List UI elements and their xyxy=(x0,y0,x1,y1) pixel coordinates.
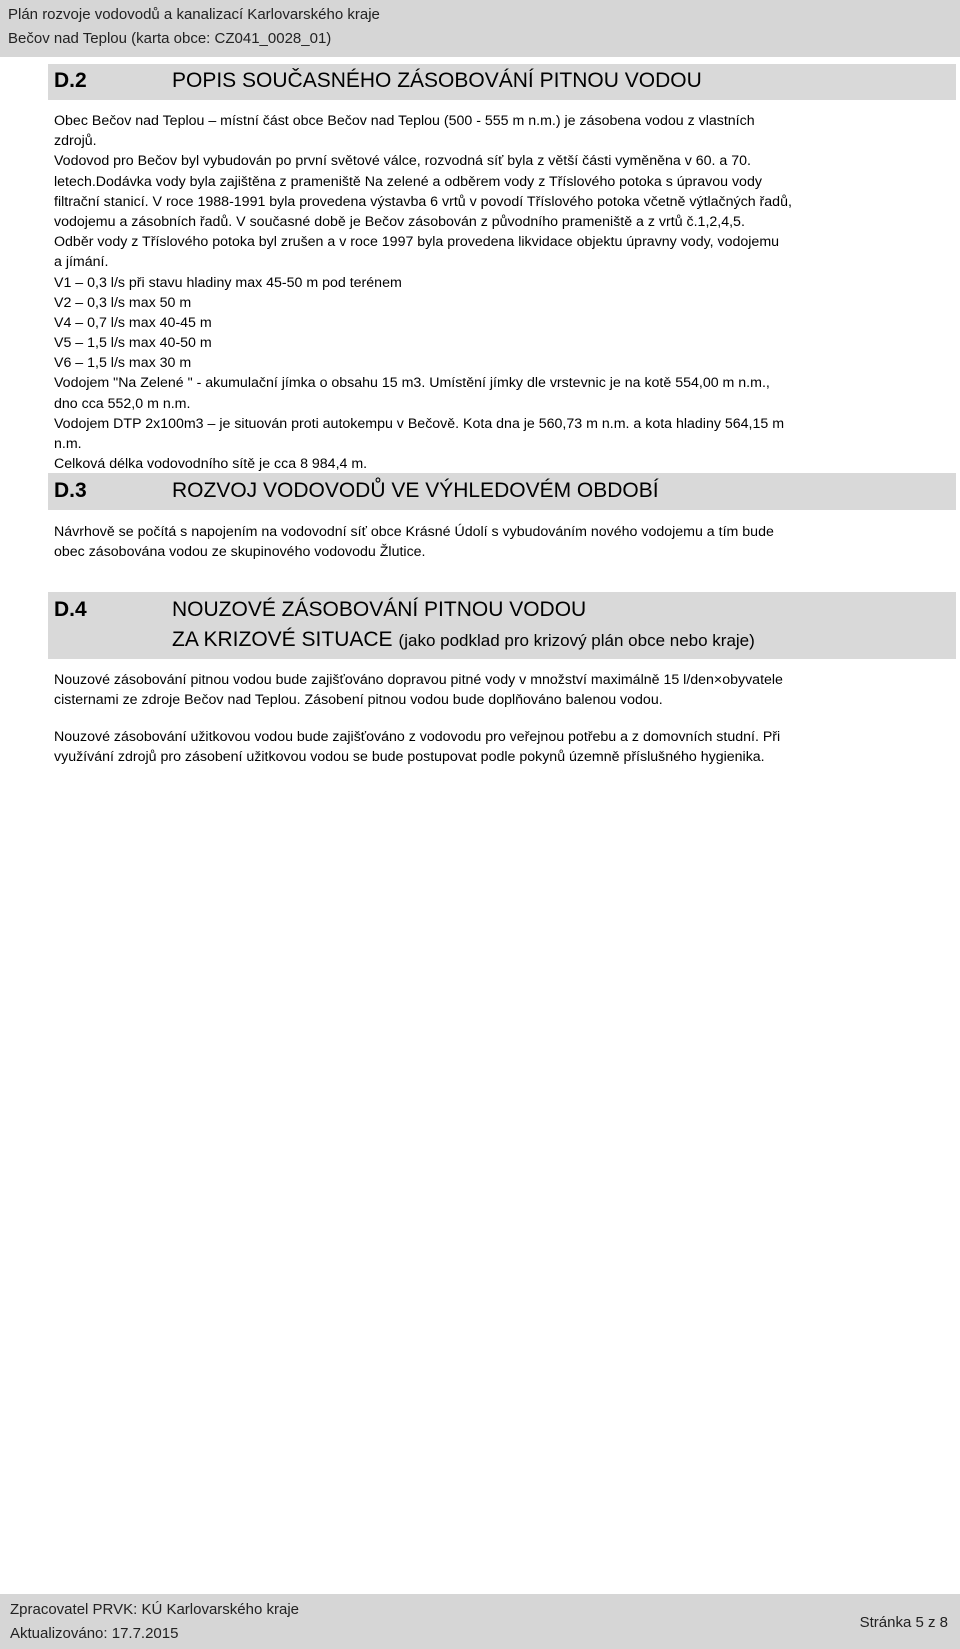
text-line: V2 – 0,3 l/s max 50 m xyxy=(54,294,192,311)
page-header xyxy=(0,0,960,57)
text-line: Celková délka vodovodního sítě je cca 8 984,4 m. xyxy=(54,456,368,473)
header-plan-title: Plán rozvoje vodovodů a kanalizací Karlovarského kraje xyxy=(8,6,380,23)
text-line: Vodovod pro Bečov byl vybudován po první světové válce, rozvodná síť byla z větší části vyměněna v 60. a 70. xyxy=(54,153,751,170)
section-d3-title: ROZVOJ VODOVODŮ VE VÝHLEDOVÉM OBDOBÍ xyxy=(172,479,659,502)
text-line: n.m. xyxy=(54,436,82,452)
footer-updated-date: Aktualizováno: 17.7.2015 xyxy=(10,1625,179,1642)
text-line: Nouzové zásobování pitnou vodou bude zajišťováno dopravou pitné vody v množství maximálně 15 l/den×obyvatele xyxy=(54,672,783,688)
section-d3-number: D.3 xyxy=(54,479,87,502)
text-line: využívání zdrojů pro zásobení užitkovou vodou se bude postupovat podle pokynů územně příslušného hygienika. xyxy=(54,749,765,766)
section-d4-paragraph-2 xyxy=(54,727,950,767)
section-d2-body xyxy=(54,111,950,474)
text-line: Obec Bečov nad Teplou – místní část obce Bečov nad Teplou (500 - 555 m n.m.) je zásobena vodou z vlastních xyxy=(54,113,755,129)
section-d2-title: POPIS SOUČASNÉHO ZÁSOBOVÁNÍ PITNOU VODOU xyxy=(172,69,702,92)
text-line: vodojemu a zásobních řadů. V současné době je Bečov zásobován z původního prameniště a z vrtů č.1,2,4,5. xyxy=(54,213,745,230)
text-line: Vodojem DTP 2x100m3 – je situován proti autokempu v Bečově. Kota dna je 560,73 m n.m. a kota hladiny 564,15 m xyxy=(54,415,785,432)
page-footer xyxy=(0,1594,960,1649)
footer-page-number: Stránka 5 z 8 xyxy=(859,1614,948,1631)
section-d4-paragraph-1 xyxy=(54,670,950,710)
section-d4-title-crisis: ZA KRIZOVÉ SITUACE xyxy=(172,628,393,651)
section-d3-body xyxy=(54,522,950,562)
footer-processor: Zpracovatel PRVK: KÚ Karlovarského kraje xyxy=(10,1601,300,1618)
text-line: dno cca 552,0 m n.m. xyxy=(54,395,191,412)
text-line: zdrojů. xyxy=(54,133,97,150)
text-line: a jímání. xyxy=(54,254,109,271)
text-line: V4 – 0,7 l/s max 40-45 m xyxy=(54,314,212,331)
text-line: Odběr vody z Tříslového potoka byl zrušen a v roce 1997 byla provedena likvidace objektu úpravny vody, vodojemu xyxy=(54,234,780,251)
text-line: V5 – 1,5 l/s max 40-50 m xyxy=(54,335,212,352)
text-line: obec zásobována vodou ze skupinového vodovodu Žlutice. xyxy=(54,544,426,561)
section-d4-title-line1: NOUZOVÉ ZÁSOBOVÁNÍ PITNOU VODOU xyxy=(172,598,587,621)
text-line: Vodojem "Na Zelené " - akumulační jímka o obsahu 15 m3. Umístění jímky dle vrstevnic je na kotě 554,00 m n.m., xyxy=(54,375,770,392)
header-municipality-card: Bečov nad Teplou (karta obce: CZ041_0028_01) xyxy=(8,30,332,47)
text-line: letech.Dodávka vody byla zajištěna z prameniště Na zelené a odběrem vody z Tříslového potoka s úpravou vody xyxy=(54,173,762,190)
section-d3-heading xyxy=(48,473,956,510)
text-line: cisternami ze zdroje Bečov nad Teplou. Zásobení pitnou vodou bude doplňováno balenou vodou. xyxy=(54,692,663,709)
section-d2-number: D.2 xyxy=(54,69,87,92)
section-d2-heading xyxy=(48,64,956,100)
text-line: Návrhově se počítá s napojením na vodovodní síť obce Krásné Údolí s vybudováním nového vodojemu a tím bude xyxy=(54,524,774,540)
text-line: V6 – 1,5 l/s max 30 m xyxy=(54,355,192,372)
section-d4-title-suffix: (jako podklad pro krizový plán obce nebo kraje) xyxy=(398,631,755,650)
text-line: V1 – 0,3 l/s při stavu hladiny max 45-50 m pod terénem xyxy=(54,274,402,291)
text-line: Nouzové zásobování užitkovou vodou bude zajišťováno z vodovodu pro veřejnou potřebu a z domovních studní. Při xyxy=(54,729,781,745)
section-d4-number: D.4 xyxy=(54,598,87,621)
text-line: filtrační stanicí. V roce 1988-1991 byla provedena výstavba 6 vrtů v povodí Tříslového potoka včetně výtlačných řadů, xyxy=(54,193,792,210)
section-d4-title-line2 xyxy=(172,628,755,652)
section-d4-heading xyxy=(48,592,956,659)
